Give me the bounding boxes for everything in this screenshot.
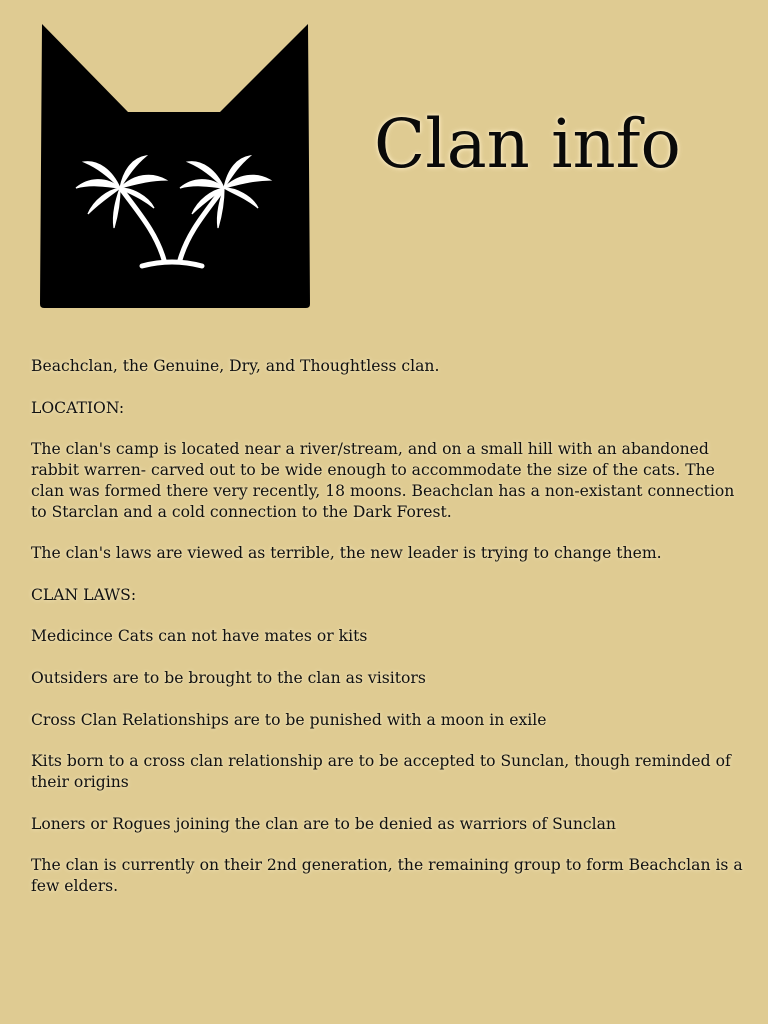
location-text: The clan's camp is located near a river/stream, and on a small hill with an abandoned rabbit warren- carved out to be wide enough to accommodate the size of the cats. The clan was formed there very recently, 18 moons. Beachclan has a non-existant connection to Starclan and a cold connection to the Dark Forest. [31, 440, 735, 521]
cat-head-palm-trees-icon [38, 22, 312, 310]
intro-text: Beachclan, the Genuine, Dry, and Thoughtless clan. [31, 357, 440, 375]
law-item: Loners or Rogues joining the clan are to be denied as warriors of Sunclan [31, 814, 616, 833]
law-item: Medicince Cats can not have mates or kits [31, 627, 368, 646]
clan-description [31, 356, 743, 918]
laws-summary-text: The clan's laws are viewed as terrible, the new leader is trying to change them. [31, 544, 662, 563]
location-heading: LOCATION: [31, 398, 125, 417]
generation-text: The clan is currently on their 2nd generation, the remaining group to form Beachclan is a few elders. [31, 856, 743, 895]
law-item: Cross Clan Relationships are to be punished with a moon in exile [31, 710, 547, 729]
law-item: Kits born to a cross clan relationship are to be accepted to Sunclan, though reminded of their origins [31, 752, 731, 791]
clan-laws-heading: CLAN LAWS: [31, 585, 137, 604]
law-item: Outsiders are to be brought to the clan as visitors [31, 668, 426, 687]
page-title: Clan info [374, 105, 681, 183]
